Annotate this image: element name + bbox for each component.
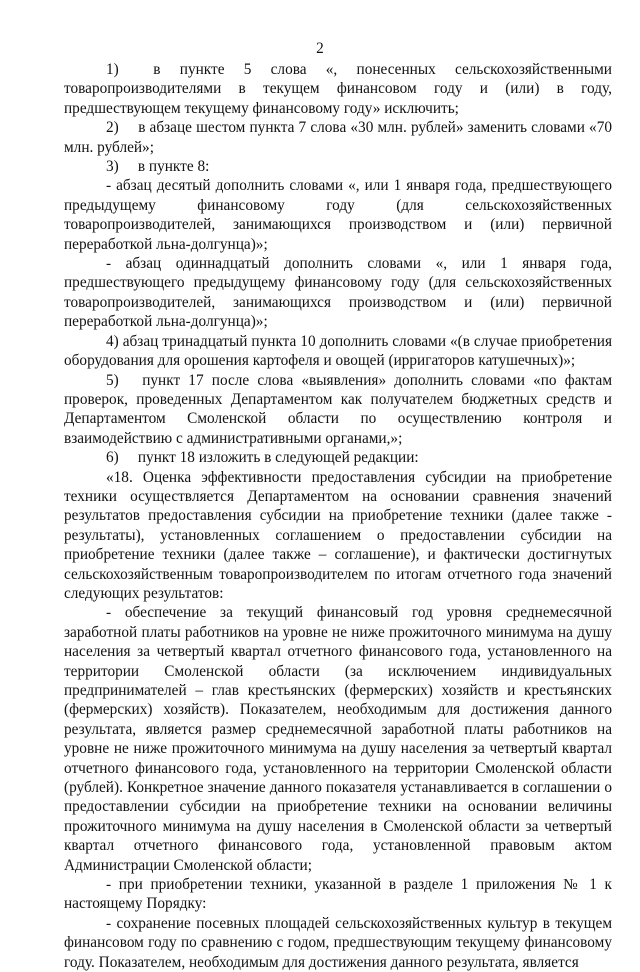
paragraph-item-3-sub-1: - абзац десятый дополнить словами «, или 1 января года, предшествующего предыдущему финансовому году (для сельскохозяйственных товаропроизводителей, занимающихся производством и (или) первичной переработкой льна-долгунца)»;: [64, 177, 612, 253]
paragraph-item-2: 2) в абзаце шестом пункта 7 слова «30 млн. рублей» заменить словами «70 млн. рублей»;: [64, 119, 612, 156]
paragraph-item-6: 6) пункт 18 изложить в следующей редакции:: [106, 449, 419, 467]
paragraph-item-3: 3) в пункте 8:: [106, 158, 210, 176]
paragraph-result-salary: - обеспечение за текущий финансовый год уровня среднемесячной заработной платы работников на уровне не ниже прожиточного минимума на душу населения за четвертый квартал отчетного финансового года, установленного на территории Смоленской области (за исключением индивидуальных предпринимателей – глав крестьянских (фермерских) хозяйств и крестьянских (фермерских) хозяйств). Показателем, необходимым для достижения данного результата, является размер среднемесячной заработной платы работников на уровне не ниже прожиточного минимума на душу населения за четвертый квартал отчетного финансового года, установленного на территории Смоленской области (рублей). Конкретное значение данного показателя устанавливается в соглашении о предоставлении субсидии на приобретение техники на основании величины прожиточного минимума на душу населения в Смоленской области за четвертый квартал отчетного финансового года, установленной правовым актом Администрации Смоленской области;: [64, 604, 612, 874]
page-number: 2: [316, 40, 324, 57]
document-body: [64, 60, 612, 972]
paragraph-clause-18: «18. Оценка эффективности предоставления субсидии на приобретение техники осуществляется Департаментом на основании сравнения значений результатов предоставления субсидии на приобретение техники (далее также - результаты), установленных соглашением о предоставлении субсидии на приобретение техники (далее также – соглашение), и фактически достигнутых сельскохозяйственным товаропроизводителем по итогам отчетного года значений следующих результатов:: [64, 468, 612, 602]
paragraph-result-sown-area: - сохранение посевных площадей сельскохозяйственных культур в текущем финансовом году по сравнению с годом, предшествующим текущему финансовому году. Показателем, необходимым для достижения данного результата, является: [64, 914, 612, 971]
paragraph-item-1: 1) в пункте 5 слова «, понесенных сельскохозяйственными товаропроизводителями в текущем финансовом году и (или) в году, предшествующем текущему финансовому году» исключить;: [64, 61, 612, 117]
paragraph-technique-section: - при приобретении техники, указанной в разделе 1 приложения № 1 к настоящему Порядку:: [64, 876, 612, 913]
paragraph-item-5: 5) пункт 17 после слова «выявления» дополнить словами «по фактам проверок, проведенных Департаментом как получателем бюджетных средств и Департаментом Смоленской области по осуществлению контроля и взаимодействию с административными органами,»;: [64, 371, 612, 447]
paragraph-item-3-sub-2: - абзац одиннадцатый дополнить словами «, или 1 января года, предшествующего предыдущему финансовому году (для сельскохозяйственных товаропроизводителей, занимающихся производством и (или) первичной переработкой льна-долгунца)»;: [64, 255, 612, 331]
paragraph-item-4: 4) абзац тринадцатый пункта 10 дополнить словами «(в случае приобретения оборудования для орошения картофеля и овощей (ирригаторов катушечных)»;: [64, 332, 612, 370]
